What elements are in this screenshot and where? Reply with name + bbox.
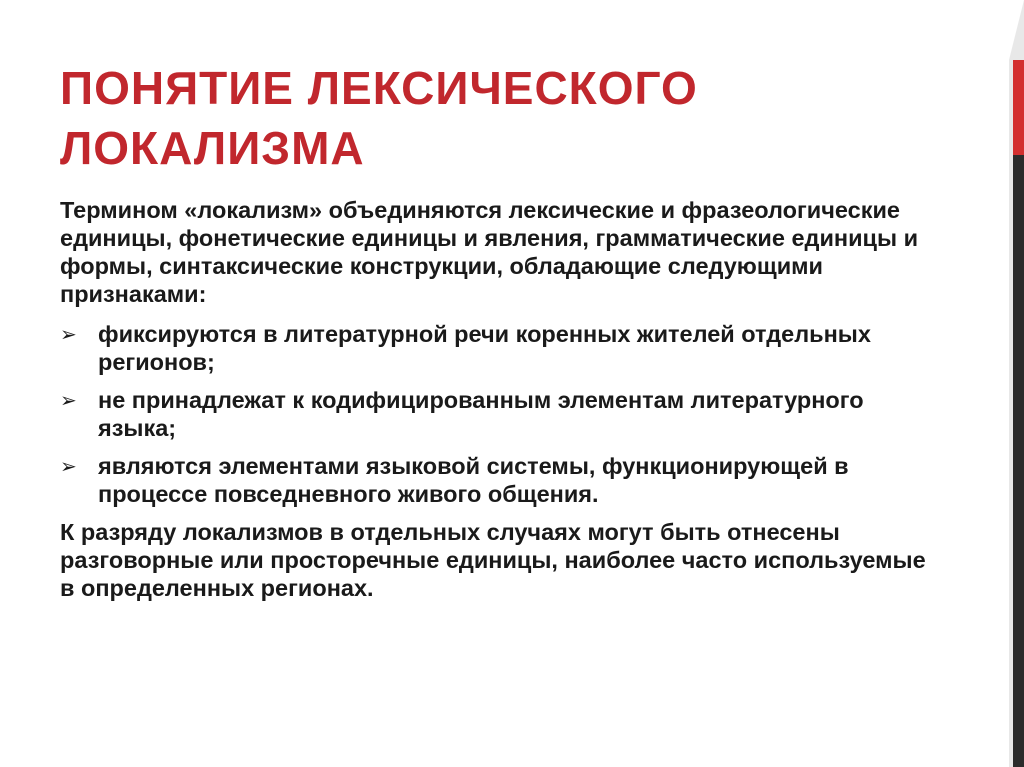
list-item [60, 320, 940, 376]
list-item-text: являются элементами языковой системы, функционирующей в процессе повседневного живого общения. [98, 453, 849, 507]
arrowhead-icon: ➢ [60, 388, 77, 412]
accent-bar-red [1013, 60, 1024, 155]
feature-list [60, 320, 940, 508]
arrowhead-icon: ➢ [60, 454, 77, 478]
intro-paragraph: Термином «локализм» объединяются лексические и фразеологические единицы, фонетические единицы и явления, грамматические единицы и формы, синтаксические конструкции, обладающие следующими признаками: [60, 197, 919, 307]
page-corner-fold [1009, 0, 1024, 60]
arrowhead-icon: ➢ [60, 322, 77, 346]
list-item [60, 452, 940, 508]
list-item [60, 386, 940, 442]
accent-bar-dark [1013, 155, 1024, 767]
slide-title: ПОНЯТИЕ ЛЕКСИЧЕСКОГО ЛОКАЛИЗМА [60, 62, 698, 174]
list-item-text: не принадлежат к кодифицированным элементам литературного языка; [98, 387, 864, 441]
list-item-text: фиксируются в литературной речи коренных жителей отдельных регионов; [98, 321, 871, 375]
conclusion-paragraph: К разряду локализмов в отдельных случаях могут быть отнесены разговорные или просторечные единицы, наиболее часто используемые в определенных регионах. [60, 519, 926, 601]
slide-body [60, 196, 940, 602]
